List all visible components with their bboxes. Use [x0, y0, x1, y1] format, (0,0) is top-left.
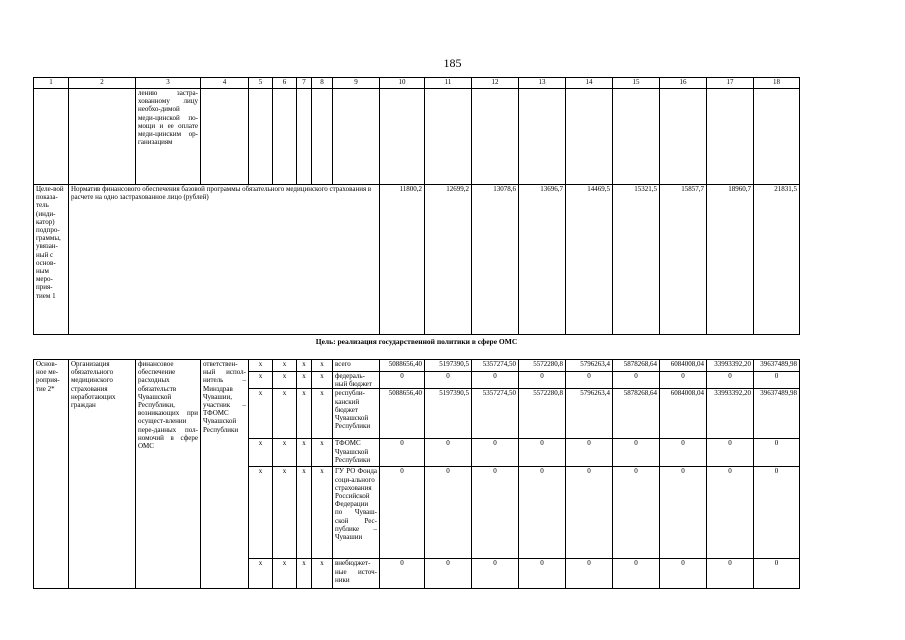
col-number-16: 16: [660, 78, 707, 89]
funding-value: 0: [660, 372, 707, 389]
x-mark: x: [273, 439, 297, 467]
funding-value: 0: [566, 559, 613, 589]
x-mark: x: [297, 439, 312, 467]
funding-value: 0: [472, 372, 519, 389]
funding-source: ТФОМС Чувашской Республики: [333, 439, 380, 467]
funding-value: 0: [566, 439, 613, 467]
x-mark: x: [273, 559, 297, 589]
col-number-18: 18: [754, 78, 800, 89]
funding-value: 39637489,98: [754, 389, 800, 439]
funding-value: 0: [380, 439, 425, 467]
x-mark: x: [249, 439, 273, 467]
funding-value: 0: [425, 559, 472, 589]
x-mark: x: [249, 559, 273, 589]
column-number-row: [34, 78, 800, 89]
x-mark: x: [312, 559, 333, 589]
funding-value: 0: [472, 559, 519, 589]
col-number-4: 4: [201, 78, 249, 89]
funding-row: [34, 360, 800, 372]
x-mark: x: [273, 372, 297, 389]
funding-value: 0: [566, 372, 613, 389]
funding-value: 0: [660, 467, 707, 559]
funding-value: 0: [707, 559, 754, 589]
funding-value: 0: [380, 372, 425, 389]
col-number-13: 13: [519, 78, 566, 89]
indicator-value: 14469,5: [566, 185, 613, 335]
funding-value: 0: [566, 467, 613, 559]
funding-value: 0: [660, 439, 707, 467]
indicator-value: 12699,2: [425, 185, 472, 335]
task-description: лению застра-хованному лицу необхо-димой меди-цинской по-мощи и ее оплате меди-цинским ор-ганизациям: [136, 89, 201, 185]
measure-executor: ответствен-ный испол-нитель – Минздрав Чувашии, участник – ТФОМС Чувашской Республики: [201, 360, 249, 589]
col-number-11: 11: [425, 78, 472, 89]
funding-value: 0: [519, 439, 566, 467]
funding-value: 0: [613, 439, 660, 467]
x-mark: x: [297, 372, 312, 389]
x-mark: x: [249, 389, 273, 439]
funding-value: 5088656,40: [380, 389, 425, 439]
x-mark: x: [273, 467, 297, 559]
col-number-17: 17: [707, 78, 754, 89]
x-mark: x: [297, 389, 312, 439]
x-mark: x: [273, 360, 297, 372]
funding-value: 0: [472, 467, 519, 559]
col-number-8: 8: [312, 78, 333, 89]
funding-value: 5197390,5: [425, 389, 472, 439]
funding-value: 0: [754, 372, 800, 389]
indicator-value: 21831,5: [754, 185, 800, 335]
col-number-9: 9: [333, 78, 380, 89]
indicator-value: 18960,7: [707, 185, 754, 335]
funding-value: 5088656,40: [380, 360, 425, 372]
x-mark: x: [312, 439, 333, 467]
program-table: [33, 77, 800, 589]
col-number-1: 1: [34, 78, 69, 89]
funding-source: ГУ РО Фонда соци-ального страхования Российской Федерации по Чуваш-ской Рес-публике – Чувашии: [333, 467, 380, 559]
funding-value: 0: [660, 559, 707, 589]
funding-value: 0: [754, 559, 800, 589]
funding-value: 5572280,8: [519, 360, 566, 372]
col-number-3: 3: [136, 78, 201, 89]
funding-value: 33993392,20: [707, 360, 754, 372]
measure-number: Основ-ное ме-роприя-тие 2*: [34, 360, 69, 589]
funding-value: 5878268,64: [613, 360, 660, 372]
indicator-value: 11800,2: [380, 185, 425, 335]
measure-name: Организация обязательного медицинского страхования неработающих граждан: [69, 360, 136, 589]
col-number-5: 5: [249, 78, 273, 89]
x-mark: x: [312, 467, 333, 559]
funding-value: 0: [425, 467, 472, 559]
funding-value: 0: [425, 439, 472, 467]
goal-row: [34, 335, 800, 350]
col-number-10: 10: [380, 78, 425, 89]
x-mark: x: [297, 559, 312, 589]
funding-source: федераль-ный бюджет: [333, 372, 380, 389]
funding-value: 0: [519, 372, 566, 389]
funding-value: 0: [519, 559, 566, 589]
indicator-value: 13696,7: [519, 185, 566, 335]
page-number: 185: [443, 56, 462, 70]
x-mark: x: [297, 467, 312, 559]
x-mark: x: [312, 389, 333, 439]
indicator-value: 15857,7: [660, 185, 707, 335]
funding-value: 0: [519, 467, 566, 559]
funding-value: 0: [613, 467, 660, 559]
col-number-7: 7: [297, 78, 312, 89]
continuation-row: [34, 89, 800, 185]
indicator-name: Норматив финансового обеспечения базовой программы обязательного медицинского страхования в расчете на одно застрахованное лицо (рублей): [69, 185, 380, 335]
funding-value: 0: [425, 372, 472, 389]
col-number-14: 14: [566, 78, 613, 89]
funding-value: 0: [380, 467, 425, 559]
x-mark: x: [249, 467, 273, 559]
funding-value: 5357274,50: [472, 389, 519, 439]
funding-value: 33993392,20: [707, 389, 754, 439]
funding-value: 0: [380, 559, 425, 589]
funding-value: 6084008,04: [660, 389, 707, 439]
funding-value: 6084008,04: [660, 360, 707, 372]
funding-value: 5197390,5: [425, 360, 472, 372]
funding-value: 0: [472, 439, 519, 467]
indicator-row: [34, 185, 800, 335]
funding-value: 0: [613, 559, 660, 589]
funding-value: 0: [613, 372, 660, 389]
x-mark: x: [249, 372, 273, 389]
funding-value: 0: [707, 467, 754, 559]
x-mark: x: [312, 372, 333, 389]
funding-source: республи-канский бюджет Чувашской Республики: [333, 389, 380, 439]
measure-description: финансовое обеспечение расходных обязательств Чувашской Республики, возникающих при осущест-влении пере-данных пол-номочий в сфере ОМС: [136, 360, 201, 589]
funding-value: 0: [754, 439, 800, 467]
funding-source: всего: [333, 360, 380, 372]
x-mark: x: [249, 360, 273, 372]
funding-value: 39637489,98: [754, 360, 800, 372]
funding-value: 5572280,8: [519, 389, 566, 439]
x-mark: x: [297, 360, 312, 372]
indicator-label: Целе-вой показа-тель (инди-катор) подпро-граммы, увязан-ный с основ-ным меро-прия-тием 1: [34, 185, 69, 335]
funding-value: 0: [707, 439, 754, 467]
funding-value: 5796263,4: [566, 360, 613, 372]
goal-heading: Цель: реализация государственной политики в сфере ОМС: [315, 336, 518, 346]
col-number-2: 2: [69, 78, 136, 89]
col-number-15: 15: [613, 78, 660, 89]
funding-value: 5796263,4: [566, 389, 613, 439]
funding-value: 5878268,64: [613, 389, 660, 439]
col-number-12: 12: [472, 78, 519, 89]
x-mark: x: [273, 389, 297, 439]
funding-value: 0: [707, 372, 754, 389]
col-number-6: 6: [273, 78, 297, 89]
indicator-value: 15321,5: [613, 185, 660, 335]
funding-source: внебюджет-ные источ-ники: [333, 559, 380, 589]
x-mark: x: [312, 360, 333, 372]
funding-value: 0: [754, 467, 800, 559]
indicator-value: 13078,6: [472, 185, 519, 335]
funding-value: 5357274,50: [472, 360, 519, 372]
